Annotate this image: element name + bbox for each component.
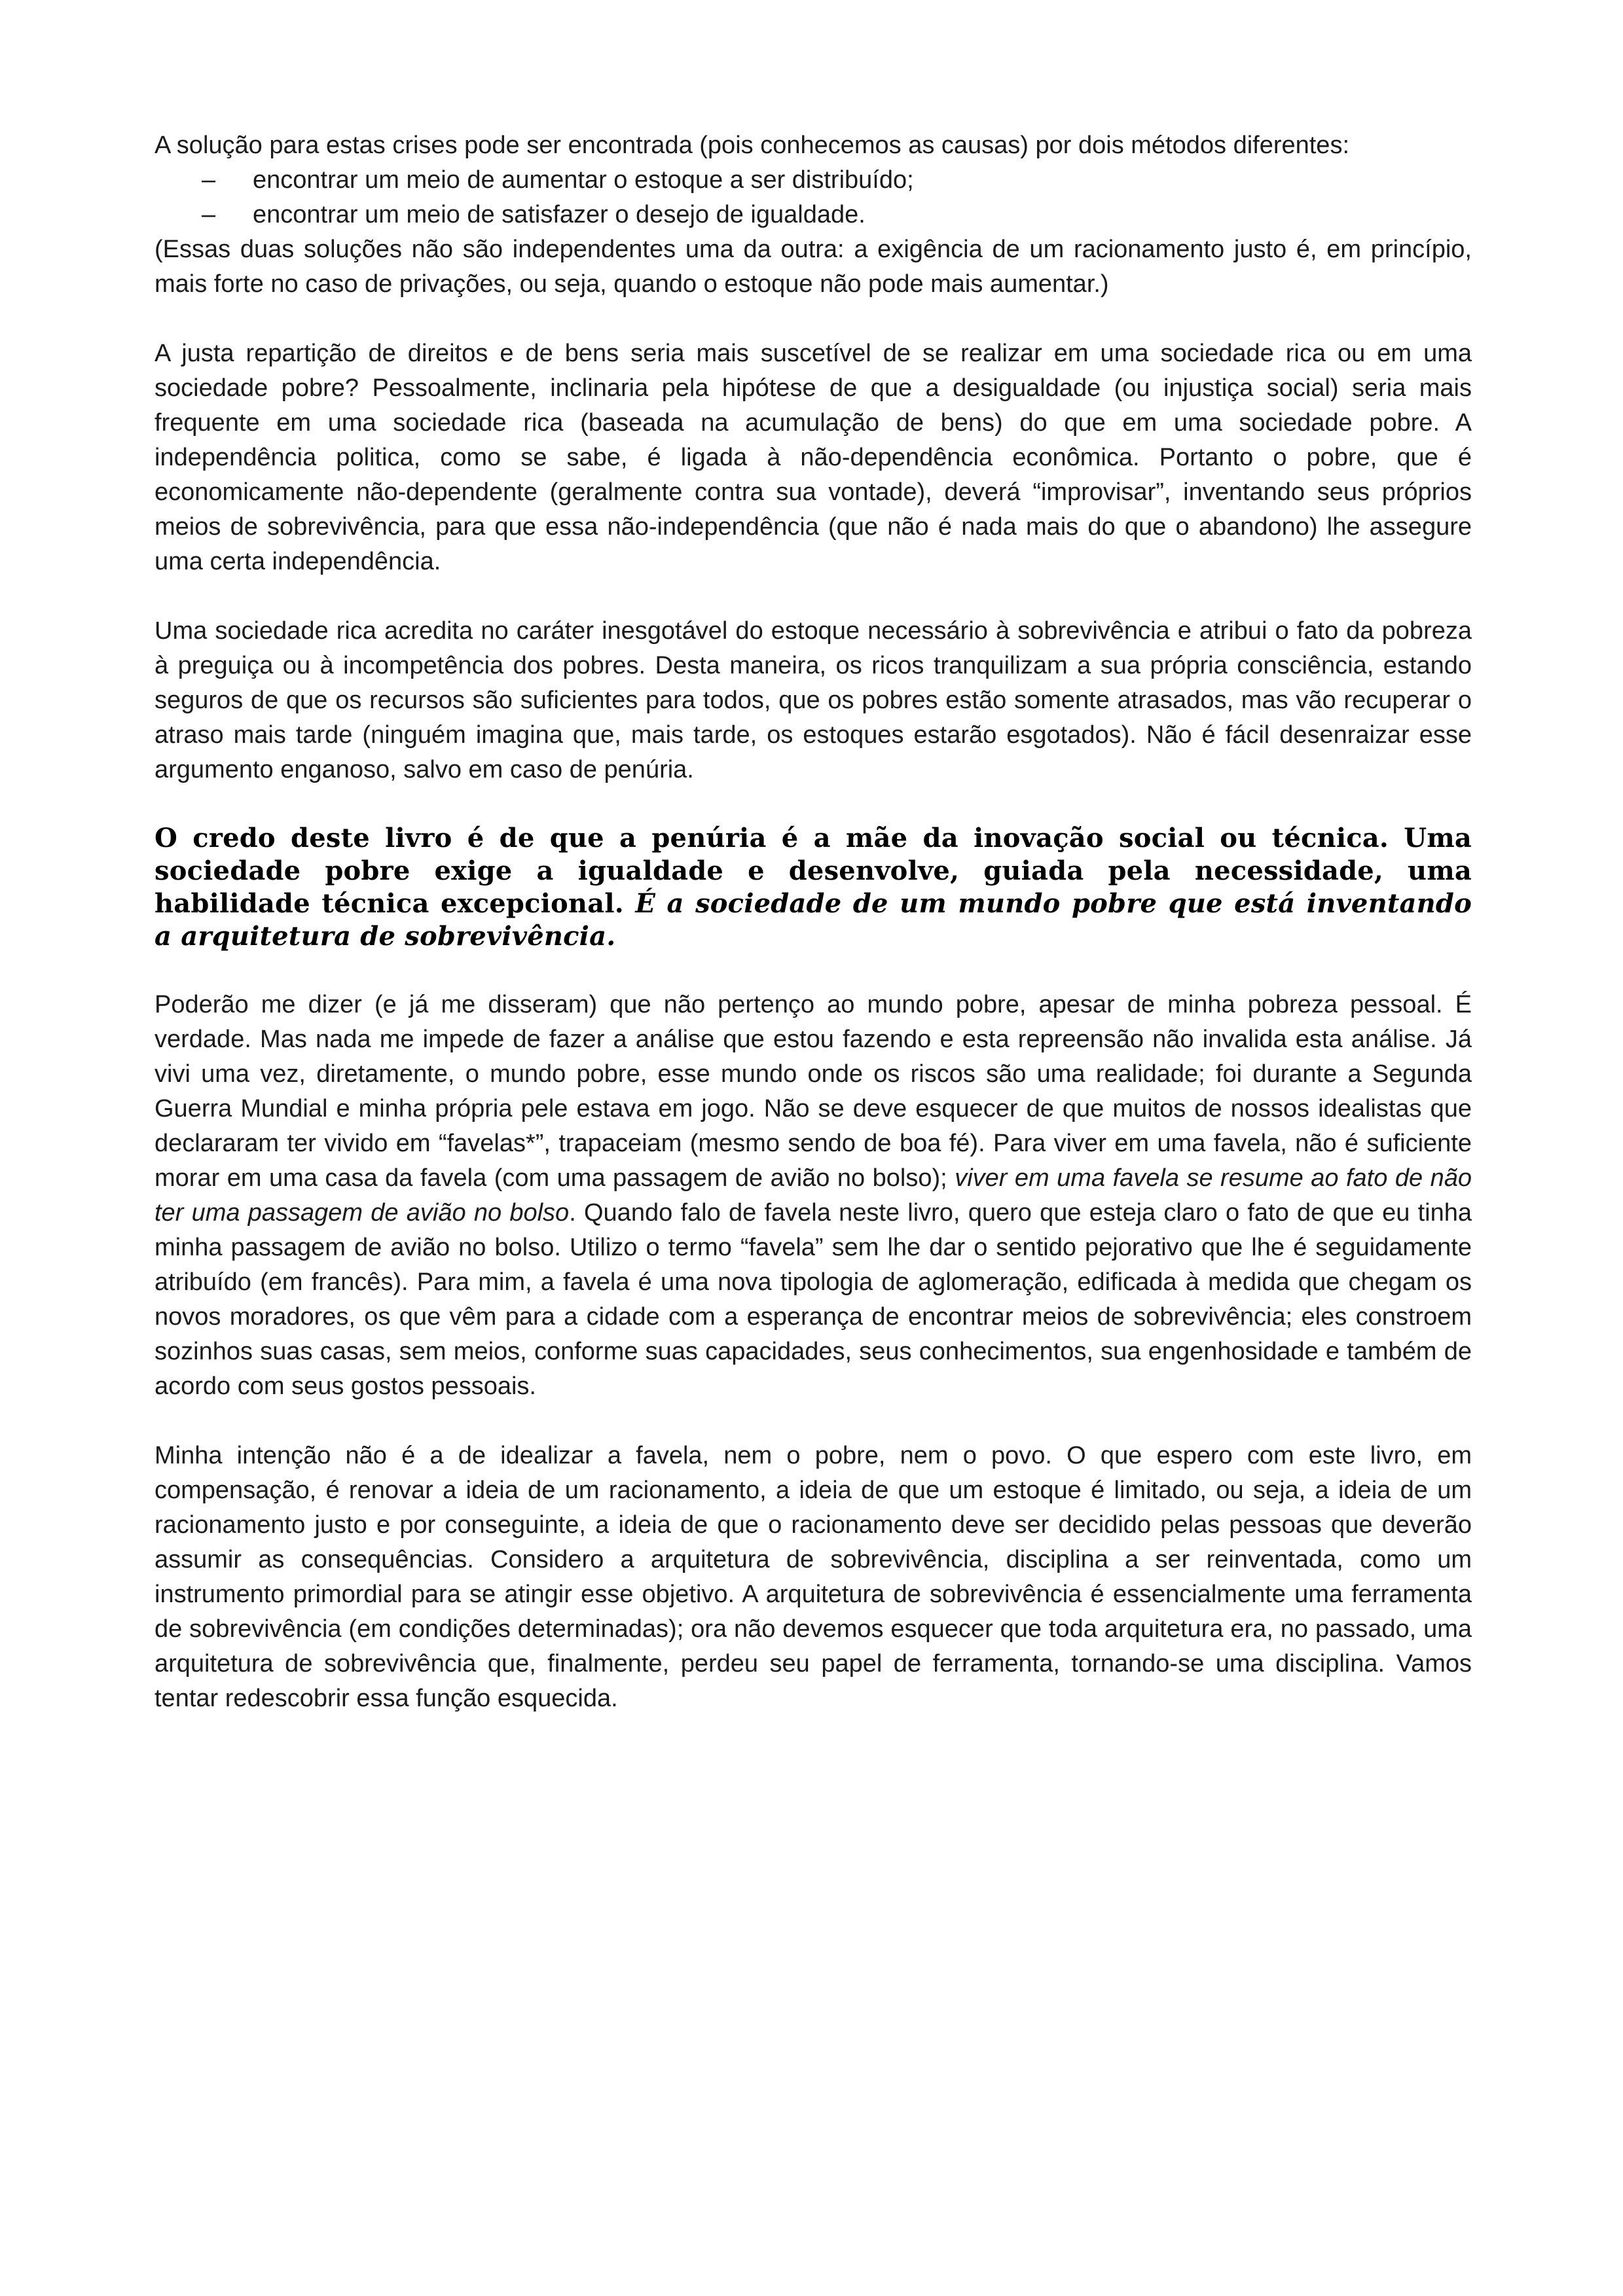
dash-marker: – [202,166,216,194]
intro-lead: A solução para estas crises pode ser encontrada (pois conhecemos as causas) por dois métodos diferentes: [155,132,1350,159]
list-item-text: encontrar um meio de aumentar o estoque a ser distribuído; [253,166,914,194]
credo-bold: O credo deste livro é de que a penúria é a mãe da inovação social ou técnica. Uma sociedade pobre exige a igualdade e desenvolve, guiada pela necessidade, uma habilidade técnica excepcional. [155,823,1472,919]
favela-italic: viver em uma favela se resume ao fato de não ter uma passagem de avião no bolso [155,1164,1472,1227]
paragraph-rich-society: Uma sociedade rica acredita no caráter inesgotável do estoque necessário à sobrevivência e atribui o fato da pobreza à preguiça ou à incompetência dos pobres. Desta maneira, os ricos tranquilizam a sua própria consciência, estando seguros de que os recursos são suficientes para todos, que os pobres estão somente atrasados, mas vão recuperar o atraso mais tarde (ninguém imagina que, mais tarde, os estoques estarão esgotados). Não é fácil desenraizar esse argumento enganoso, salvo em caso de penúria. [155,617,1472,783]
credo-statement [155,822,1472,953]
intro-note: (Essas duas soluções não são independentes uma da outra: a exigência de um racionamento justo é, em princípio, mais forte no caso de privações, ou seja, quando o estoque não pode mais aumentar.) [155,236,1472,298]
list-item [155,163,1472,198]
paragraph-intention: Minha intenção não é a de idealizar a favela, nem o pobre, nem o povo. O que espero com este livro, em compensação, é renovar a ideia de um racionamento, a ideia de que um estoque é limitado, ou seja, a ideia de um racionamento justo e por conseguinte, a ideia de que o racionamento deve ser decidido pelas pessoas que deverão assumir as consequências. Considero a arquitetura de sobrevivência, disciplina a ser reinventada, como um instrumento primordial para se atingir esse objetivo. A arquitetura de sobrevivência é essencialmente uma ferramenta de sobrevivência (em condições determinadas); ora não devemos esquecer que toda arquitetura era, no passado, uma arquitetura de sobrevivência que, finalmente, perdeu seu papel de ferramenta, tornando-se uma disciplina. Vamos tentar redescobrir essa função esquecida. [155,1442,1472,1712]
list-item-text: encontrar um meio de satisfazer o desejo de igualdade. [253,201,866,228]
favela-text-2: . Quando falo de favela neste livro, quero que esteja claro o fato de que eu tinha minha passagem de avião no bolso. Utilizo o termo “favela” sem lhe dar o sentido pejorativo que lhe é seguidamente atribuído (em francês). Para mim, a favela é uma nova tipologia de aglomeração, edificada à medida que chegam os novos moradores, os que vêm para a cidade com a esperança de encontrar meios de sobrevivência; eles constroem sozinhos suas casas, sem meios, conforme suas capacidades, seus conhecimentos, sua engenhosidade e também de acordo com seus gostos pessoais. [155,1199,1472,1400]
dash-marker: – [202,201,216,228]
paragraph-favela [155,988,1472,1404]
list-item [155,198,1472,232]
credo-bold-italic: É a sociedade de um mundo pobre que está inventando a arquitetura de sobrevivência. [155,888,1472,952]
solutions-list [155,163,1472,232]
document-page [155,128,1472,1716]
paragraph-rich-poor: A justa repartição de direitos e de bens seria mais suscetível de se realizar em uma sociedade rica ou em uma sociedade pobre? Pessoalmente, inclinaria pela hipótese de que a desigualdade (ou injustiça social) seria mais frequente em uma sociedade rica (baseada na acumulação de bens) do que em uma sociedade pobre. A independência politica, como se sabe, é ligada à não-dependência econômica. Portanto o pobre, que é economicamente não-dependente (geralmente contra sua vontade), deverá “improvisar”, inventando seus próprios meios de sobrevivência, para que essa não-independência (que não é nada mais do que o abandono) lhe assegure uma certa independência. [155,340,1472,575]
favela-text-1: Poderão me dizer (e já me disseram) que não pertenço ao mundo pobre, apesar de minha pobreza pessoal. É verdade. Mas nada me impede de fazer a análise que estou fazendo e esta repreensão não invalida esta análise. Já vivi uma vez, diretamente, o mundo pobre, esse mundo onde os riscos são uma realidade; foi durante a Segunda Guerra Mundial e minha própria pele estava em jogo. Não se deve esquecer de que muitos de nossos idealistas que declararam ter vivido em “favelas*”, trapaceiam (mesmo sendo de boa fé). Para viver em uma favela, não é suficiente morar em uma casa da favela (com uma passagem de avião no bolso); [155,991,1472,1192]
